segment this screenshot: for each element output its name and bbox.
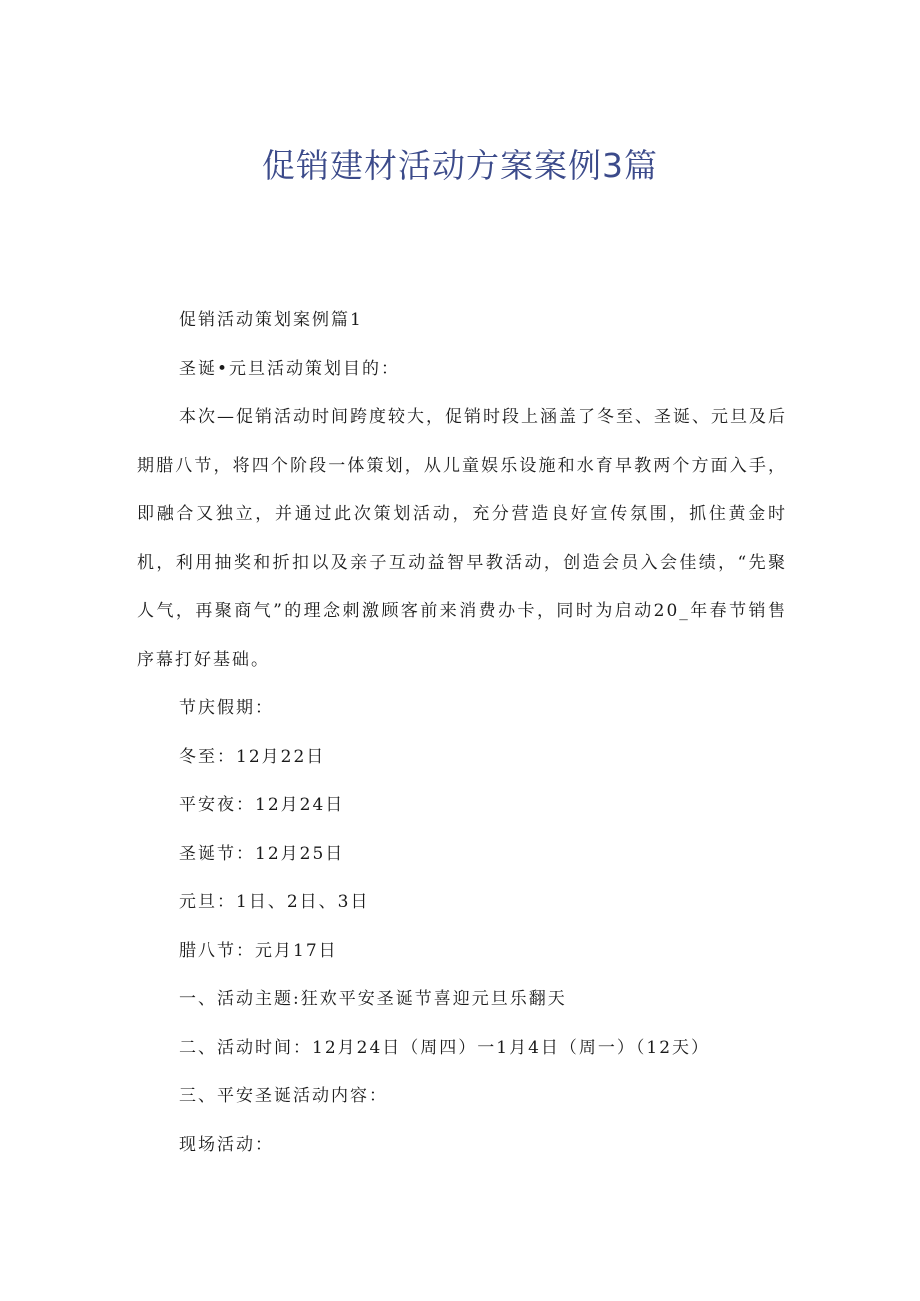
activity-time: 二、活动时间：12月24日（周四）一1月4日（周一）（12天） — [179, 1037, 711, 1058]
onsite-activity-heading: 现场活动： — [179, 1134, 274, 1155]
holidays-heading: 节庆假期： — [179, 698, 274, 718]
document-title: 促销建材活动方案案例3篇 — [262, 146, 658, 185]
holiday-item: 平安夜：12月24日 — [179, 795, 345, 815]
holiday-item: 元旦：1日、2日、3日 — [179, 892, 370, 912]
holiday-item: 圣诞节：12月25日 — [179, 843, 345, 864]
body-paragraph: 本次—促销活动时间跨度较大，促销时段上涵盖了冬至、圣诞、元旦及后期腊八节，将四个阶段一体策划，从儿童娱乐设施和水育早教两个方面入手，即融合又独立，并通过此次策划活动，充分营造良好宣传氛围，抓住黄金时机，利用抽奖和折扣以及亲子互动益智早教活动，创造会员入会佳绩，“先聚人气，再聚商气”的理念刺激顾客前来消费办卡，同时为启动20_年春节销售序幕打好基础。 — [137, 407, 787, 670]
holiday-item: 冬至：12月22日 — [179, 746, 326, 767]
activity-theme: 一、活动主题:狂欢平安圣诞节喜迎元旦乐翻天 — [179, 989, 567, 1009]
activity-content-heading: 三、平安圣诞活动内容： — [179, 1086, 388, 1106]
holiday-item: 腊八节：元月17日 — [179, 940, 338, 961]
section-heading: 促销活动策划案例篇1 — [179, 310, 363, 330]
purpose-heading: 圣诞•元旦活动策划目的： — [179, 358, 401, 379]
document-body — [137, 296, 787, 1169]
